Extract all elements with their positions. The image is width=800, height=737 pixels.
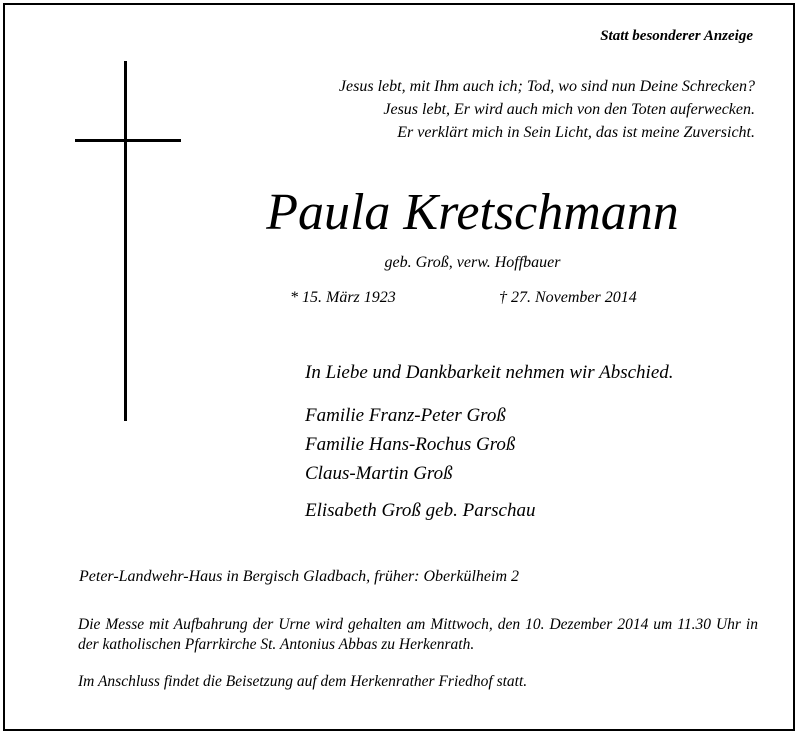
farewell-text: In Liebe und Dankbarkeit nehmen wir Abschied. [305,362,674,383]
deceased-name: Paula Kretschmann [266,184,679,241]
notice-header: Statt besonderer Anzeige [600,28,753,44]
verse-line: Jesus lebt, mit Ihm auch ich; Tod, wo sind nun Deine Schrecken? [338,78,755,95]
birth-names: geb. Groß, verw. Hoffbauer [384,254,561,271]
birth-date: * 15. März 1923 [290,289,396,306]
residence-text: Peter-Landwehr-Haus in Bergisch Gladbach, früher: Oberkülheim 2 [79,568,520,585]
burial-text: Im Anschluss findet die Beisetzung auf dem Herkenrather Friedhof statt. [78,673,528,690]
mourner-item: Familie Hans-Rochus Groß [305,434,516,455]
mourner-list [305,401,515,488]
verse-line: Er verklärt mich in Sein Licht, das ist meine Zuversicht. [397,124,755,141]
mourner-item: Familie Franz-Peter Groß [305,405,506,426]
bible-verse [339,75,755,144]
mass-text: Die Messe mit Aufbahrung der Urne wird gehalten am Mittwoch, den 10. Dezember 2014 um 11.30 Uhr in der katholischen Pfarrkirche St. Antonius Abbas zu Herkenrath. [78,616,758,653]
death-date: † 27. November 2014 [499,289,637,306]
mourner-additional: Elisabeth Groß geb. Parschau [305,500,536,521]
mourner-item: Claus-Martin Groß [305,463,453,484]
cross-horizontal-bar [75,139,181,142]
obituary-frame [3,3,795,731]
verse-line: Jesus lebt, Er wird auch mich von den Toten auferwecken. [383,101,755,118]
